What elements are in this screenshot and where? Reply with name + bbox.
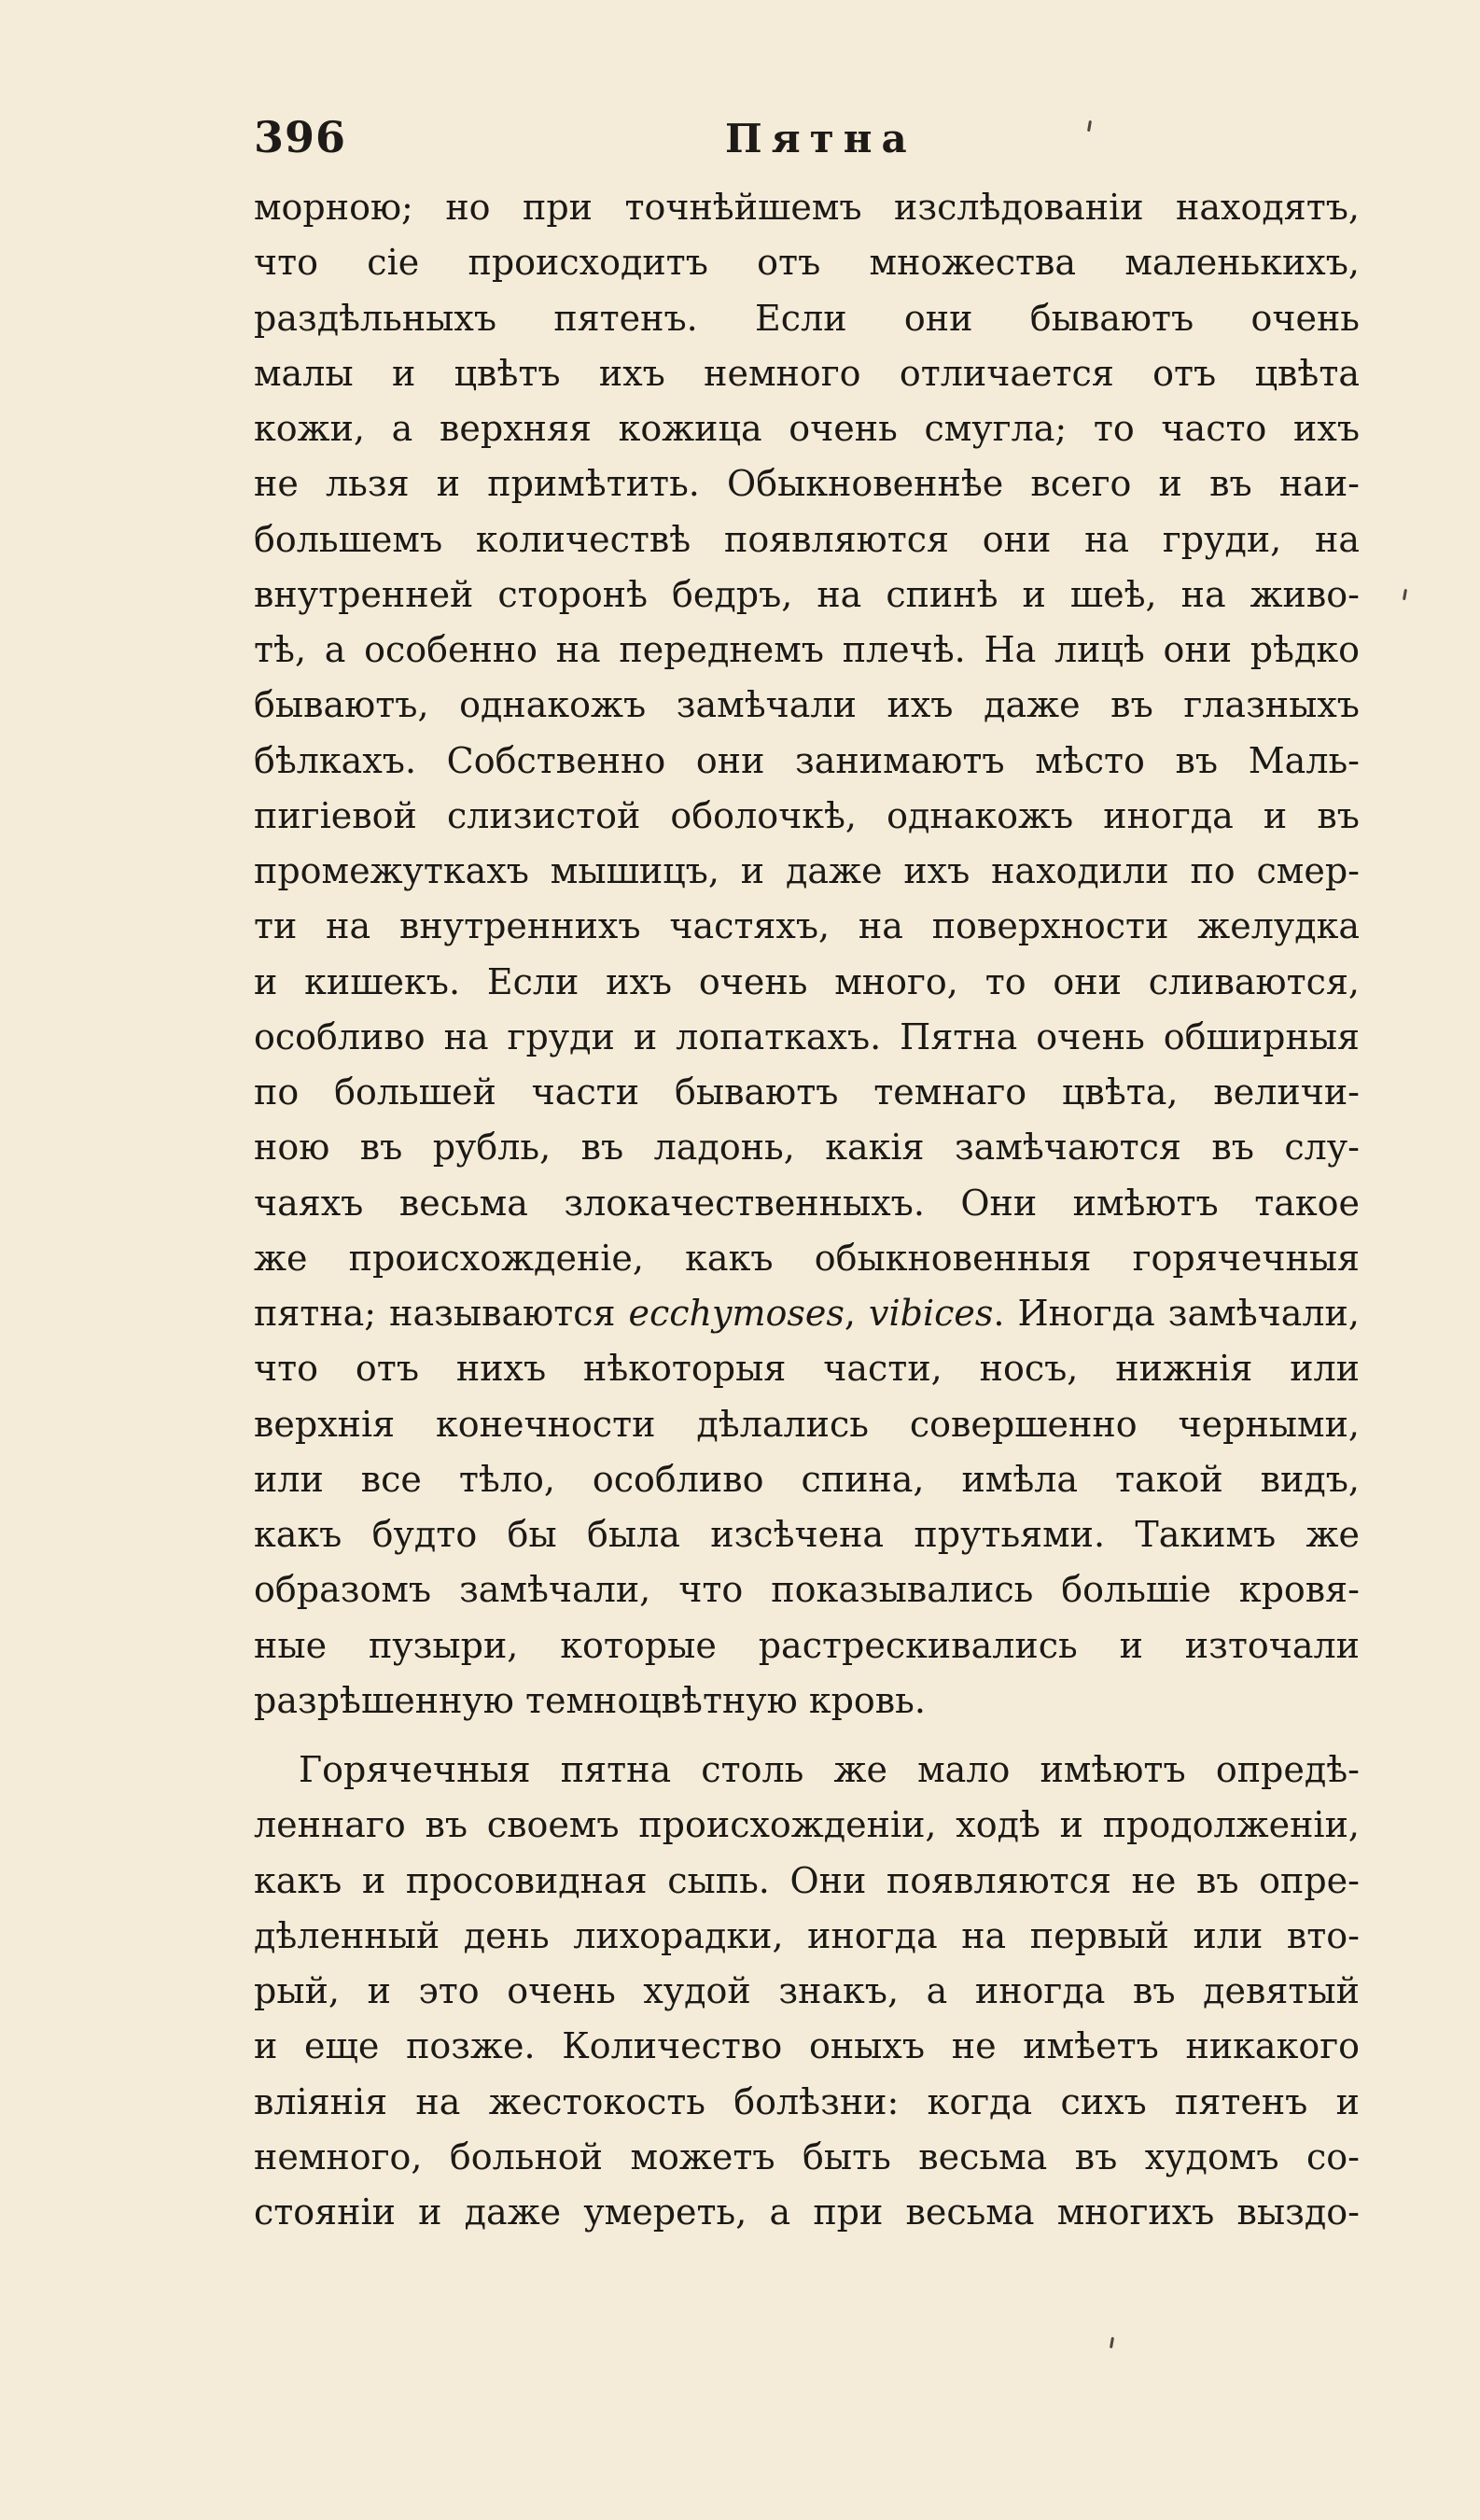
paragraph: [254, 1743, 1360, 2240]
text-line: пятна; называются ecchymoses, vibices. Иногда замѣчали,: [254, 1293, 1360, 1334]
ink-speck: [1110, 2337, 1114, 2348]
text-line: раздѣльныхъ пятенъ. Если они бываютъ очень: [254, 297, 1360, 339]
latin-term: ecchymoses: [628, 1293, 845, 1334]
text-line: бываютъ, однакожъ замѣчали ихъ даже въ глазныхъ: [254, 684, 1360, 726]
page-number: 396: [254, 112, 347, 162]
text-line: немного, больной можетъ быть весьма въ худомъ со-: [254, 2135, 1360, 2177]
text-line: и кишекъ. Если ихъ очень много, то они сливаются,: [254, 960, 1360, 1002]
ink-speck: [1403, 589, 1407, 600]
text-line: леннаго въ своемъ происхожденіи, ходѣ и продолженіи,: [254, 1804, 1360, 1846]
paragraph: [254, 180, 1360, 1729]
text-line: какъ будто бы была изсѣчена прутьями. Такимъ же: [254, 1514, 1360, 1555]
text-line: промежуткахъ мышицъ, и даже ихъ находили по смер-: [254, 850, 1360, 891]
text-line: пигіевой слизистой оболочкѣ, однакожъ иногда и въ: [254, 794, 1360, 836]
text-line: малы и цвѣтъ ихъ немного отличается отъ цвѣта: [254, 352, 1360, 394]
text-line: морною; но при точнѣйшемъ изслѣдованіи находятъ,: [254, 187, 1360, 228]
page-header: [254, 112, 1355, 168]
text-line: кожи, а верхняя кожица очень смугла; то часто ихъ: [254, 408, 1360, 449]
body-text: [254, 180, 1360, 2240]
text-line: что отъ нихъ нѣкоторыя части, носъ, нижнія или: [254, 1348, 1360, 1390]
text-line: разрѣшенную темноцвѣтную кровь.: [254, 1679, 926, 1721]
running-head: Пятна: [725, 116, 916, 161]
text-line: вліянія на жестокость болѣзни: когда сихъ пятенъ и: [254, 2080, 1360, 2122]
text-line: верхнія конечности дѣлались совершенно черными,: [254, 1403, 1360, 1445]
text-line: Горячечныя пятна столь же мало имѣютъ опредѣ-: [299, 1749, 1360, 1790]
text-line: или все тѣло, особливо спина, имѣла такой видъ,: [254, 1458, 1360, 1500]
text-line: не льзя и примѣтить. Обыкновеннѣе всего и въ наи-: [254, 463, 1360, 505]
text-line: ти на внутреннихъ частяхъ, на поверхности желудка: [254, 905, 1360, 947]
text-line: по большей части бываютъ темнаго цвѣта, величи-: [254, 1071, 1360, 1113]
text-line: бѣлкахъ. Собственно они занимаютъ мѣсто въ Маль-: [254, 739, 1360, 781]
text-line: что сіе происходитъ отъ множества маленькихъ,: [254, 242, 1360, 284]
text-line: и еще позже. Количество оныхъ не имѣетъ никакого: [254, 2025, 1360, 2067]
paragraph-gap: [254, 1729, 1360, 1743]
text-line: чаяхъ весьма злокачественныхъ. Они имѣютъ такое: [254, 1182, 1360, 1224]
text-line: какъ и просовидная сыпь. Они появляются не въ опре-: [254, 1859, 1360, 1901]
text-line: образомъ замѣчали, что показывались большіе кровя-: [254, 1569, 1360, 1611]
latin-term: vibices: [869, 1293, 994, 1334]
text-line: рый, и это очень худой знакъ, а иногда въ девятый: [254, 1970, 1360, 2011]
text-line: ною въ рубль, въ ладонь, какія замѣчаются въ слу-: [254, 1127, 1360, 1169]
text-line: дѣленный день лихорадки, иногда на первый или вто-: [254, 1914, 1360, 1956]
text-line: тѣ, а особенно на переднемъ плечѣ. На лицѣ они рѣдко: [254, 629, 1360, 670]
text-line: же происхожденіе, какъ обыкновенныя горячечныя: [254, 1237, 1360, 1279]
text-line: стояніи и даже умереть, а при весьма многихъ выздо-: [254, 2191, 1360, 2233]
text-line: ные пузыри, которые растрескивались и източали: [254, 1624, 1360, 1666]
text-line: большемъ количествѣ появляются они на груди, на: [254, 518, 1360, 560]
text-line: особливо на груди и лопаткахъ. Пятна очень обширныя: [254, 1015, 1360, 1057]
text-line: внутренней сторонѣ бедръ, на спинѣ и шеѣ, на живо-: [254, 573, 1360, 615]
